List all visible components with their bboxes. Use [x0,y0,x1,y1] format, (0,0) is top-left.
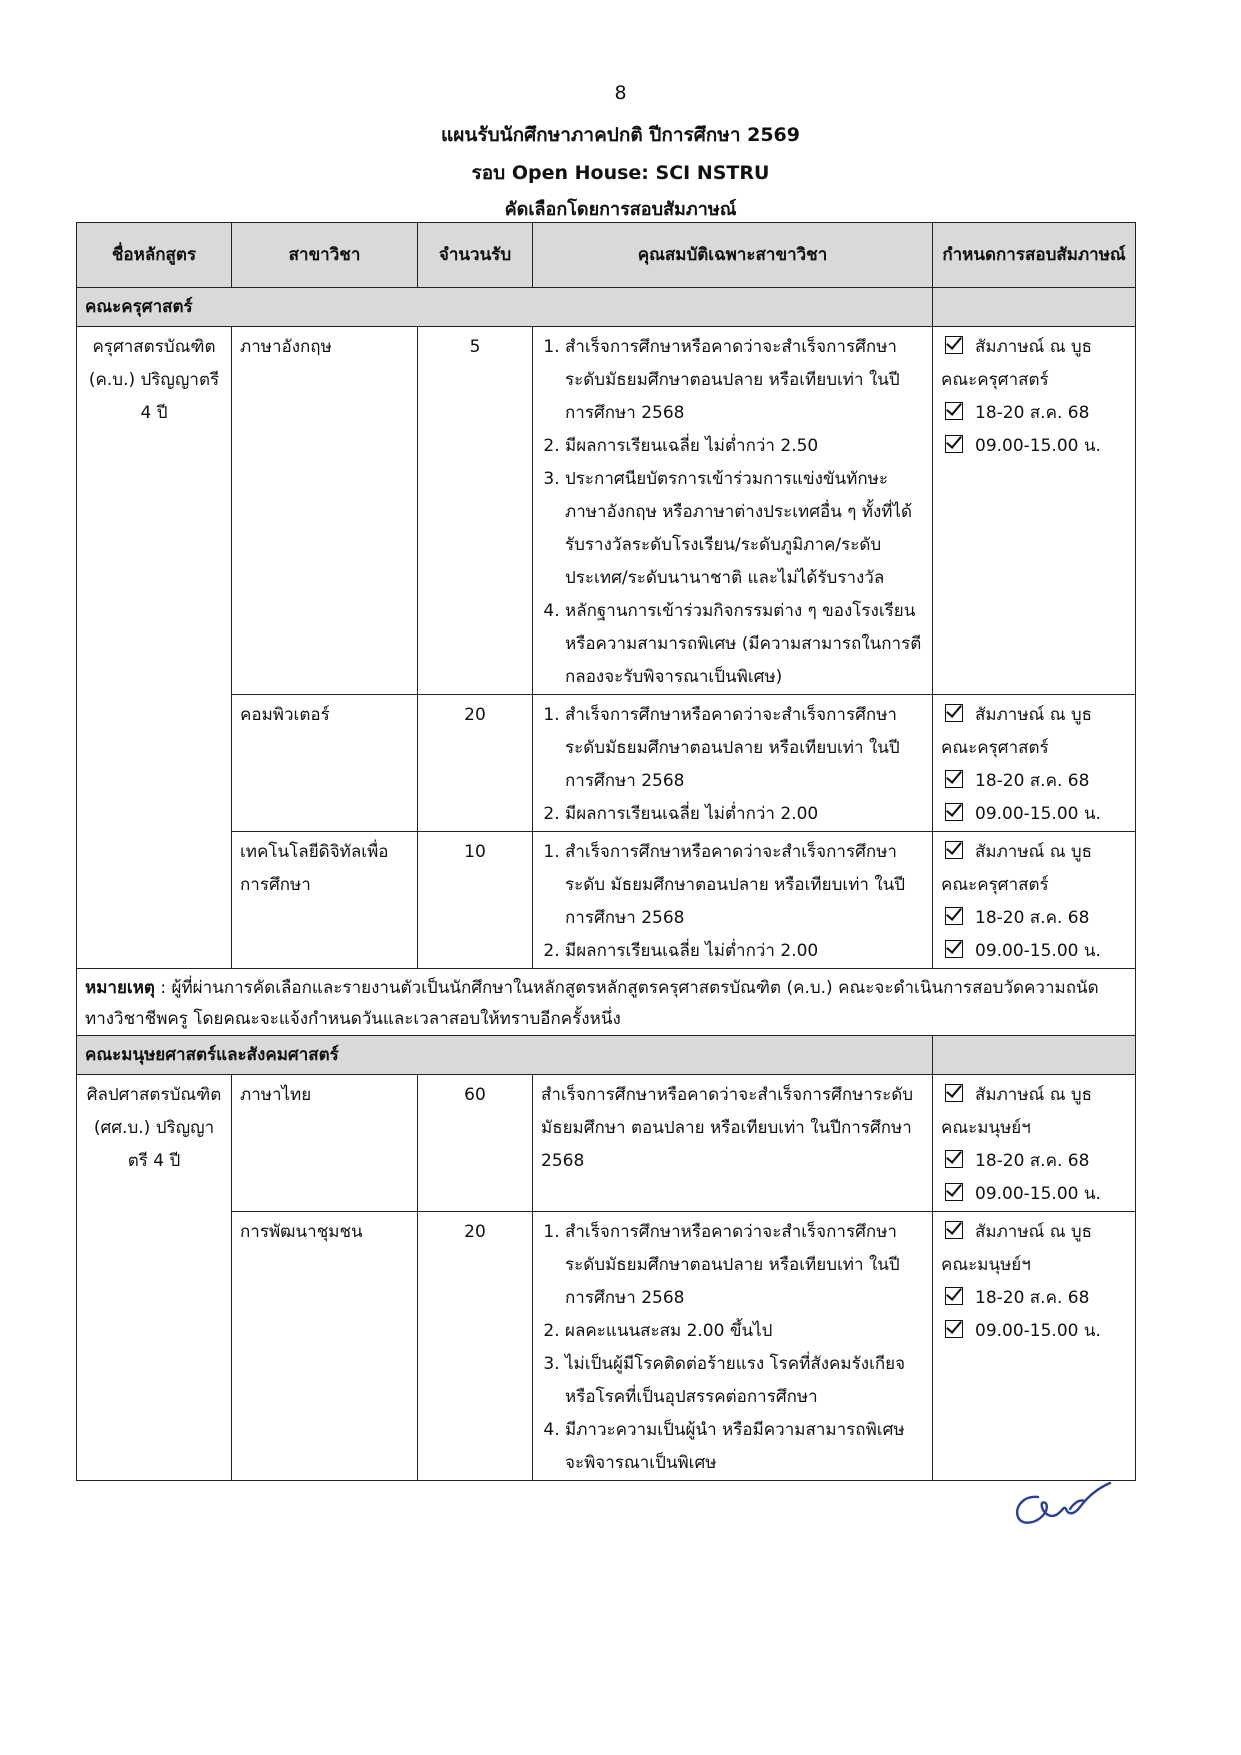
table-row [77,1212,1136,1481]
document-subtitle-2: คัดเลือกโดยการสอบสัมภาษณ์ [504,199,737,220]
qualifications-cell [533,1212,933,1481]
major-name: การพัฒนาชุมชน [232,1212,418,1481]
schedule-faculty: คณะครุศาสตร์ [941,875,1049,895]
qualification-item: 4. มีภาวะความเป็นผู้นำ หรือมีความสามารถพิเศษ จะพิจารณาเป็นพิเศษ [565,1414,924,1480]
qualification-item: 2. มีผลการเรียนเฉลี่ย ไม่ต่ำกว่า 2.00 [565,935,924,968]
qualifications-cell [533,832,933,969]
document-subtitle: รอบ Open House: SCI NSTRU [471,162,770,184]
qualification-item: 1. สำเร็จการศึกษาหรือคาดว่าจะสำเร็จการศึกษาระดับมัธยมศึกษาตอนปลาย หรือเทียบเท่า ในปีการศึกษา 2568 [565,699,924,798]
checkbox-icon [945,1320,963,1338]
major-name: เทคโนโลยีดิจิทัลเพื่อการศึกษา [232,832,418,969]
major-name: ภาษาอังกฤษ [232,327,418,695]
document-title: แผนรับนักศึกษาภาคปกติ ปีการศึกษา 2569 [441,124,800,146]
admission-plan-table [76,222,1136,1481]
qualification-item: 2. มีผลการเรียนเฉลี่ย ไม่ต่ำกว่า 2.50 [565,430,924,463]
checkbox-icon [945,336,963,354]
qualification-item: 3. ไม่เป็นผู้มีโรคติดต่อร้ายแรง โรคที่สังคมรังเกียจหรือโรคที่เป็นอุปสรรคต่อการศึกษา [565,1348,924,1414]
schedule-faculty: คณะมนุษย์ฯ [941,1255,1031,1275]
schedule-time: 09.00-15.00 น. [975,436,1101,456]
program-name: ศิลปศาสตรบัณฑิต (ศศ.บ.) ปริญญาตรี 4 ปี [77,1075,232,1481]
schedule-date: 18-20 ส.ค. 68 [975,403,1090,423]
qualification-item: 2. ผลคะแนนสะสม 2.00 ขึ้นไป [565,1315,924,1348]
qualifications-cell [533,327,933,695]
note-row [77,969,1136,1036]
schedule-time: 09.00-15.00 น. [975,804,1101,824]
checkbox-icon [945,402,963,420]
faculty-name: คณะครุศาสตร์ [77,288,933,327]
table-row [77,1075,1136,1212]
schedule-cell [933,1075,1136,1212]
checkbox-icon [945,704,963,722]
admission-count: 20 [418,695,533,832]
schedule-time: 09.00-15.00 น. [975,941,1101,961]
qualification-item: 1. สำเร็จการศึกษาหรือคาดว่าจะสำเร็จการศึกษาระดับมัธยมศึกษาตอนปลาย หรือเทียบเท่า ในปีการศึกษา 2568 [565,1216,924,1315]
checkbox-icon [945,907,963,925]
schedule-place: สัมภาษณ์ ณ บูธ [975,705,1093,725]
faculty-empty-cell [933,1036,1136,1075]
table-header-row [77,223,1136,288]
schedule-faculty: คณะมนุษย์ฯ [941,1118,1031,1138]
table-row [77,327,1136,695]
qualifications-cell [533,1075,933,1212]
admission-count: 60 [418,1075,533,1212]
checkbox-icon [945,940,963,958]
note-label: หมายเหตุ [85,978,155,998]
major-name: คอมพิวเตอร์ [232,695,418,832]
qualification-item: 4. หลักฐานการเข้าร่วมกิจกรรมต่าง ๆ ของโรงเรียน หรือความสามารถพิเศษ (มีความสามารถในการตีกลองจะรับพิจารณาเป็นพิเศษ) [565,595,924,694]
qualification-item: 1. สำเร็จการศึกษาหรือคาดว่าจะสำเร็จการศึกษาระดับ มัธยมศึกษาตอนปลาย หรือเทียบเท่า ในปีการศึกษา 2568 [565,836,924,935]
qualification-item: 3. ประกาศนียบัตรการเข้าร่วมการแข่งขันทักษะภาษาอังกฤษ หรือภาษาต่างประเทศอื่น ๆ ทั้งที่ได้รับรางวัลระดับโรงเรียน/ระดับภูมิภาค/ระดับประเทศ/ระดับนานาชาติ และไม่ได้รับรางวัล [565,463,924,595]
program-name: ครุศาสตรบัณฑิต (ค.บ.) ปริญญาตรี 4 ปี [77,327,232,969]
checkbox-icon [945,1287,963,1305]
header-program: ชื่อหลักสูตร [77,223,232,288]
schedule-date: 18-20 ส.ค. 68 [975,1288,1090,1308]
qualification-item: 1. สำเร็จการศึกษาหรือคาดว่าจะสำเร็จการศึกษาระดับมัธยมศึกษาตอนปลาย หรือเทียบเท่า ในปีการศึกษา 2568 [565,331,924,430]
faculty-empty-cell [933,288,1136,327]
schedule-place: สัมภาษณ์ ณ บูธ [975,337,1093,357]
admission-count: 20 [418,1212,533,1481]
faculty-name: คณะมนุษยศาสตร์และสังคมศาสตร์ [77,1036,933,1075]
schedule-cell [933,1212,1136,1481]
schedule-date: 18-20 ส.ค. 68 [975,771,1090,791]
schedule-date: 18-20 ส.ค. 68 [975,908,1090,928]
checkbox-icon [945,1183,963,1201]
note-text: : ผู้ที่ผ่านการคัดเลือกและรายงานตัวเป็นนักศึกษาในหลักสูตรหลักสูตรครุศาสตรบัณฑิต (ค.บ.) คณะจะดำเนินการสอบวัดความถนัดทางวิชาชีพครู โดยคณะจะแจ้งกำหนดวันและเวลาสอบให้ทราบอีกครั้งหนึ่ง [85,978,1099,1029]
checkbox-icon [945,770,963,788]
schedule-cell [933,832,1136,969]
header-count: จำนวนรับ [418,223,533,288]
qualification-text: สำเร็จการศึกษาหรือคาดว่าจะสำเร็จการศึกษาระดับมัธยมศึกษา ตอนปลาย หรือเทียบเท่า ในปีการศึกษา 2568 [541,1085,914,1171]
checkbox-icon [945,803,963,821]
qualification-item: 2. มีผลการเรียนเฉลี่ย ไม่ต่ำกว่า 2.00 [565,798,924,831]
admission-count: 5 [418,327,533,695]
major-name: ภาษาไทย [232,1075,418,1212]
qualifications-cell [533,695,933,832]
signature-icon [1010,1475,1120,1535]
schedule-date: 18-20 ส.ค. 68 [975,1151,1090,1171]
admission-count: 10 [418,832,533,969]
header-major: สาขาวิชา [232,223,418,288]
schedule-time: 09.00-15.00 น. [975,1321,1101,1341]
schedule-cell [933,695,1136,832]
checkbox-icon [945,841,963,859]
faculty-row-education [77,288,1136,327]
schedule-faculty: คณะครุศาสตร์ [941,370,1049,390]
schedule-place: สัมภาษณ์ ณ บูธ [975,1222,1093,1242]
schedule-time: 09.00-15.00 น. [975,1184,1101,1204]
page-number: 8 [614,82,627,104]
schedule-place: สัมภาษณ์ ณ บูธ [975,1085,1093,1105]
checkbox-icon [945,1084,963,1102]
header-schedule: กำหนดการสอบสัมภาษณ์ [933,223,1136,288]
faculty-row-humanities [77,1036,1136,1075]
note-cell [77,969,1136,1036]
checkbox-icon [945,1221,963,1239]
schedule-place: สัมภาษณ์ ณ บูธ [975,842,1093,862]
table-row [77,695,1136,832]
table-row [77,832,1136,969]
header-qualifications: คุณสมบัติเฉพาะสาขาวิชา [533,223,933,288]
schedule-cell [933,327,1136,695]
schedule-faculty: คณะครุศาสตร์ [941,738,1049,758]
checkbox-icon [945,1150,963,1168]
checkbox-icon [945,435,963,453]
